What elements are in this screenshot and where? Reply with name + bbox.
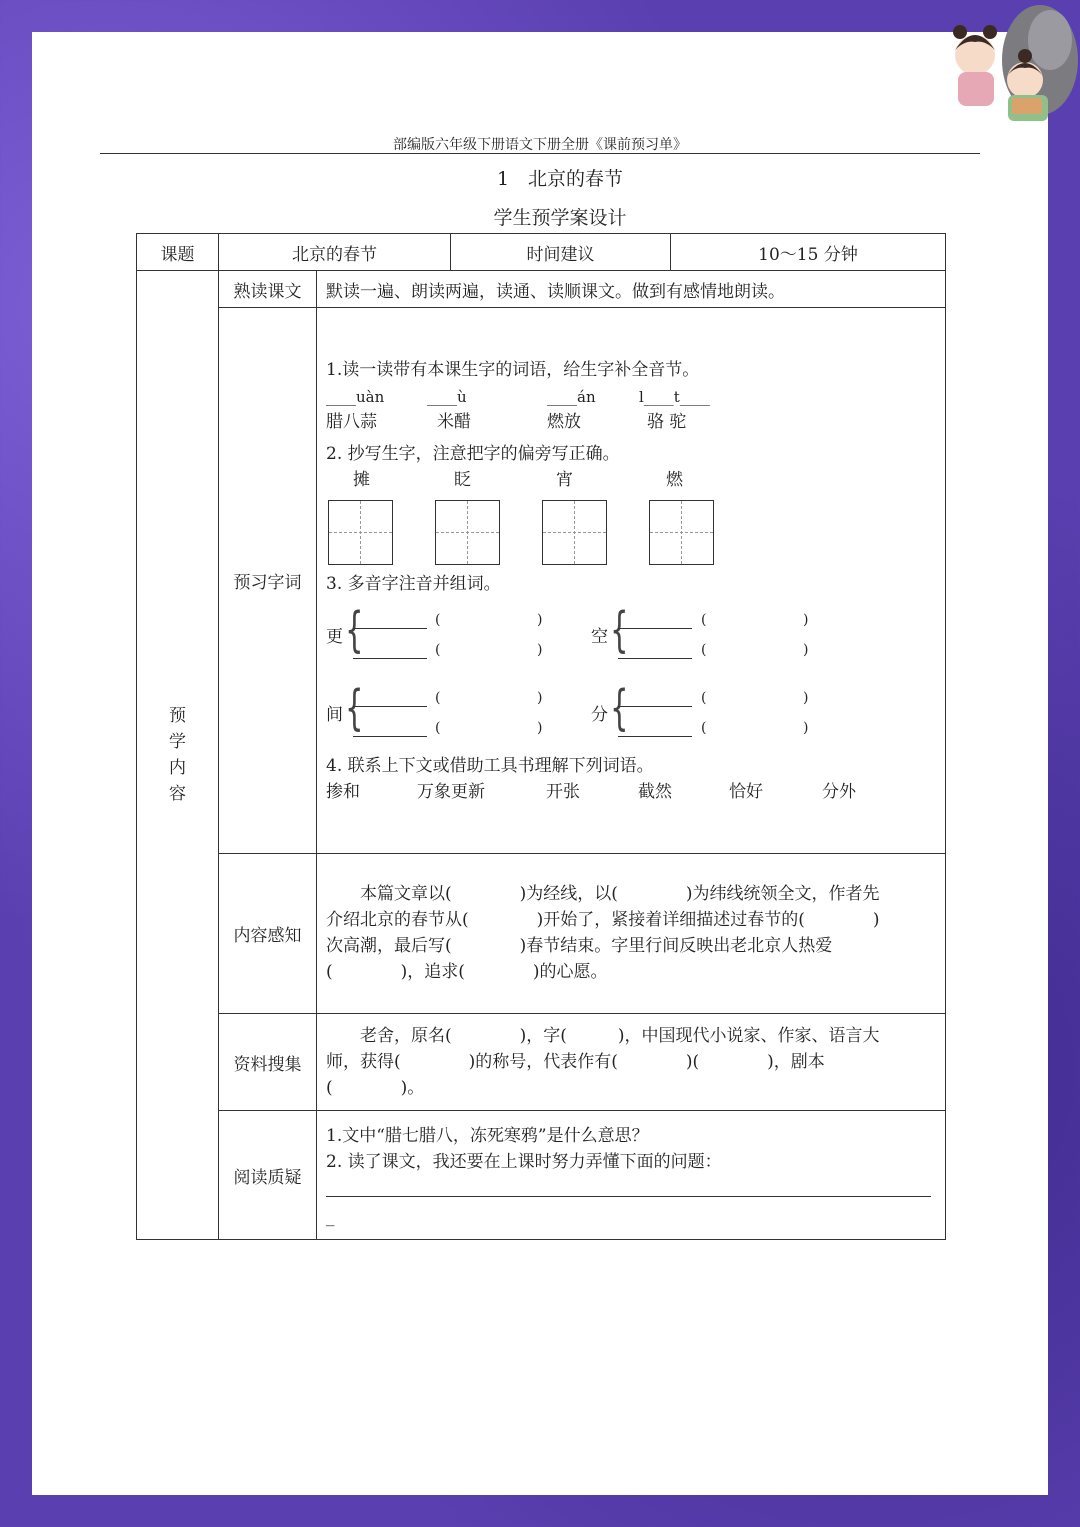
question-1: 1.文中“腊七腊八，冻死寒鸦”是什么意思？ <box>326 1126 649 1146</box>
read-text: 默读一遍、朗读两遍，读通、读顺课文。做到有感情地朗读。 <box>317 271 946 308</box>
questions-label: 阅读质疑 <box>219 1111 317 1240</box>
section-label-char: 学 <box>169 732 186 752</box>
preview-table <box>136 233 946 1240</box>
paren-open: ( <box>435 612 441 628</box>
paren-close: ) <box>803 690 809 706</box>
pinyin-line[interactable] <box>618 628 692 629</box>
answer-line[interactable] <box>326 1196 931 1197</box>
design-title: 学生预学案设计 <box>493 207 627 229</box>
writing-box-2[interactable] <box>435 500 500 565</box>
vocab-content: 1.读一读带有本课生字的词语，给生字补全音节。 ____uàn ____ù ____án l____t____ 腊八蒜 米醋 燃放 骆 驼 2. 抄写生字，注意把字的偏旁写正确。 摊 眨 宵 燃 3. 多音字注音并组词。 更 { ( ) ( ) 空 { ( ) ( ) 间 { ( ) ( ) 分 { ( ) ( ) 4. 联系上下文或借助工具书理解下列词语。 掺和 万象更新 开张 截然 恰好 分外 <box>317 308 946 854</box>
perception-line-2: 介绍北京的春节从( )开始了，紧接着详细描述过春节的( ) <box>326 910 880 930</box>
term-6: 分外 <box>822 782 856 802</box>
word-4: 骆 驼 <box>647 412 687 432</box>
section-label-char: 容 <box>169 784 186 804</box>
writing-box-3[interactable] <box>542 500 607 565</box>
answer-tail: _ <box>326 1207 335 1227</box>
paren-close: ) <box>537 642 543 658</box>
paren-open: ( <box>435 642 441 658</box>
section-label <box>137 271 219 1240</box>
pinyin-line[interactable] <box>353 706 427 707</box>
section-label-char: 预 <box>169 706 186 726</box>
paren-close: ) <box>803 642 809 658</box>
pinyin-2: ____ù <box>427 388 467 406</box>
vocab-q1: 1.读一读带有本课生字的词语，给生字补全音节。 <box>326 360 700 380</box>
pinyin-line[interactable] <box>618 736 692 737</box>
paren-close: ) <box>803 612 809 628</box>
research-line-2: 师，获得( )的称号，代表作有( )( )，剧本 <box>326 1052 825 1072</box>
time-value: 10～15 分钟 <box>671 234 946 271</box>
word-3: 燃放 <box>547 412 581 432</box>
pinyin-line[interactable] <box>618 706 692 707</box>
char-4: 燃 <box>666 470 683 490</box>
lesson-title: 1 北京的春节 <box>496 168 624 190</box>
term-3: 开张 <box>546 782 580 802</box>
vocab-q2: 2. 抄写生字，注意把字的偏旁写正确。 <box>326 444 620 464</box>
paren-open: ( <box>701 642 707 658</box>
research-line-1: 老舍，原名( )，字( )，中国现代小说家、作家、语言大 <box>326 1026 880 1046</box>
research-line-3: ( )。 <box>326 1078 425 1098</box>
research-content <box>317 1014 946 1111</box>
poly-char-3: 间 <box>326 705 343 725</box>
char-1: 摊 <box>353 470 370 490</box>
paren-close: ) <box>537 720 543 736</box>
term-5: 恰好 <box>729 782 763 802</box>
poly-char-4: 分 <box>591 705 608 725</box>
paren-close: ) <box>803 720 809 736</box>
poly-char-2: 空 <box>591 627 608 647</box>
pinyin-4: l____t____ <box>639 388 710 406</box>
paren-open: ( <box>701 612 707 628</box>
pinyin-line[interactable] <box>353 628 427 629</box>
header-divider <box>100 153 980 154</box>
questions-content <box>317 1111 946 1240</box>
pinyin-1: ____uàn <box>326 388 385 406</box>
paren-open: ( <box>435 690 441 706</box>
char-3: 宵 <box>556 470 573 490</box>
poly-char-1: 更 <box>326 627 343 647</box>
vocab-label: 预习字词 <box>219 308 317 854</box>
pinyin-line[interactable] <box>618 658 692 659</box>
writing-box-4[interactable] <box>649 500 714 565</box>
word-2: 米醋 <box>437 412 471 432</box>
question-2: 2. 读了课文，我还要在上课时努力弄懂下面的问题： <box>326 1152 722 1172</box>
page-header: 部编版六年级下册语文下册全册《课前预习单》 <box>393 137 687 153</box>
char-2: 眨 <box>454 470 471 490</box>
paren-open: ( <box>435 720 441 736</box>
perception-content <box>317 854 946 1014</box>
perception-line-1: 本篇文章以( )为经线，以( )为纬线统领全文，作者先 <box>326 884 880 904</box>
pinyin-line[interactable] <box>353 736 427 737</box>
pinyin-line[interactable] <box>353 658 427 659</box>
vocab-q3: 3. 多音字注音并组词。 <box>326 574 501 594</box>
word-1: 腊八蒜 <box>326 412 377 432</box>
term-4: 截然 <box>638 782 672 802</box>
time-label: 时间建议 <box>451 234 671 271</box>
paren-close: ) <box>537 690 543 706</box>
topic-value: 北京的春节 <box>219 234 451 271</box>
paren-open: ( <box>701 720 707 736</box>
paren-close: ) <box>537 612 543 628</box>
perception-label: 内容感知 <box>219 854 317 1014</box>
term-2: 万象更新 <box>417 782 485 802</box>
topic-label: 课题 <box>137 234 219 271</box>
pinyin-3: ____án <box>547 388 596 406</box>
read-label: 熟读课文 <box>219 271 317 308</box>
term-1: 掺和 <box>326 782 360 802</box>
writing-box-1[interactable] <box>328 500 393 565</box>
perception-line-4: ( )，追求( )的心愿。 <box>326 962 608 982</box>
children-reading-illustration <box>940 0 1080 130</box>
vocab-q4: 4. 联系上下文或借助工具书理解下列词语。 <box>326 756 654 776</box>
paren-open: ( <box>701 690 707 706</box>
research-label: 资料搜集 <box>219 1014 317 1111</box>
section-label-char: 内 <box>169 758 186 778</box>
perception-line-3: 次高潮，最后写( )春节结束。字里行间反映出老北京人热爱 <box>326 936 833 956</box>
